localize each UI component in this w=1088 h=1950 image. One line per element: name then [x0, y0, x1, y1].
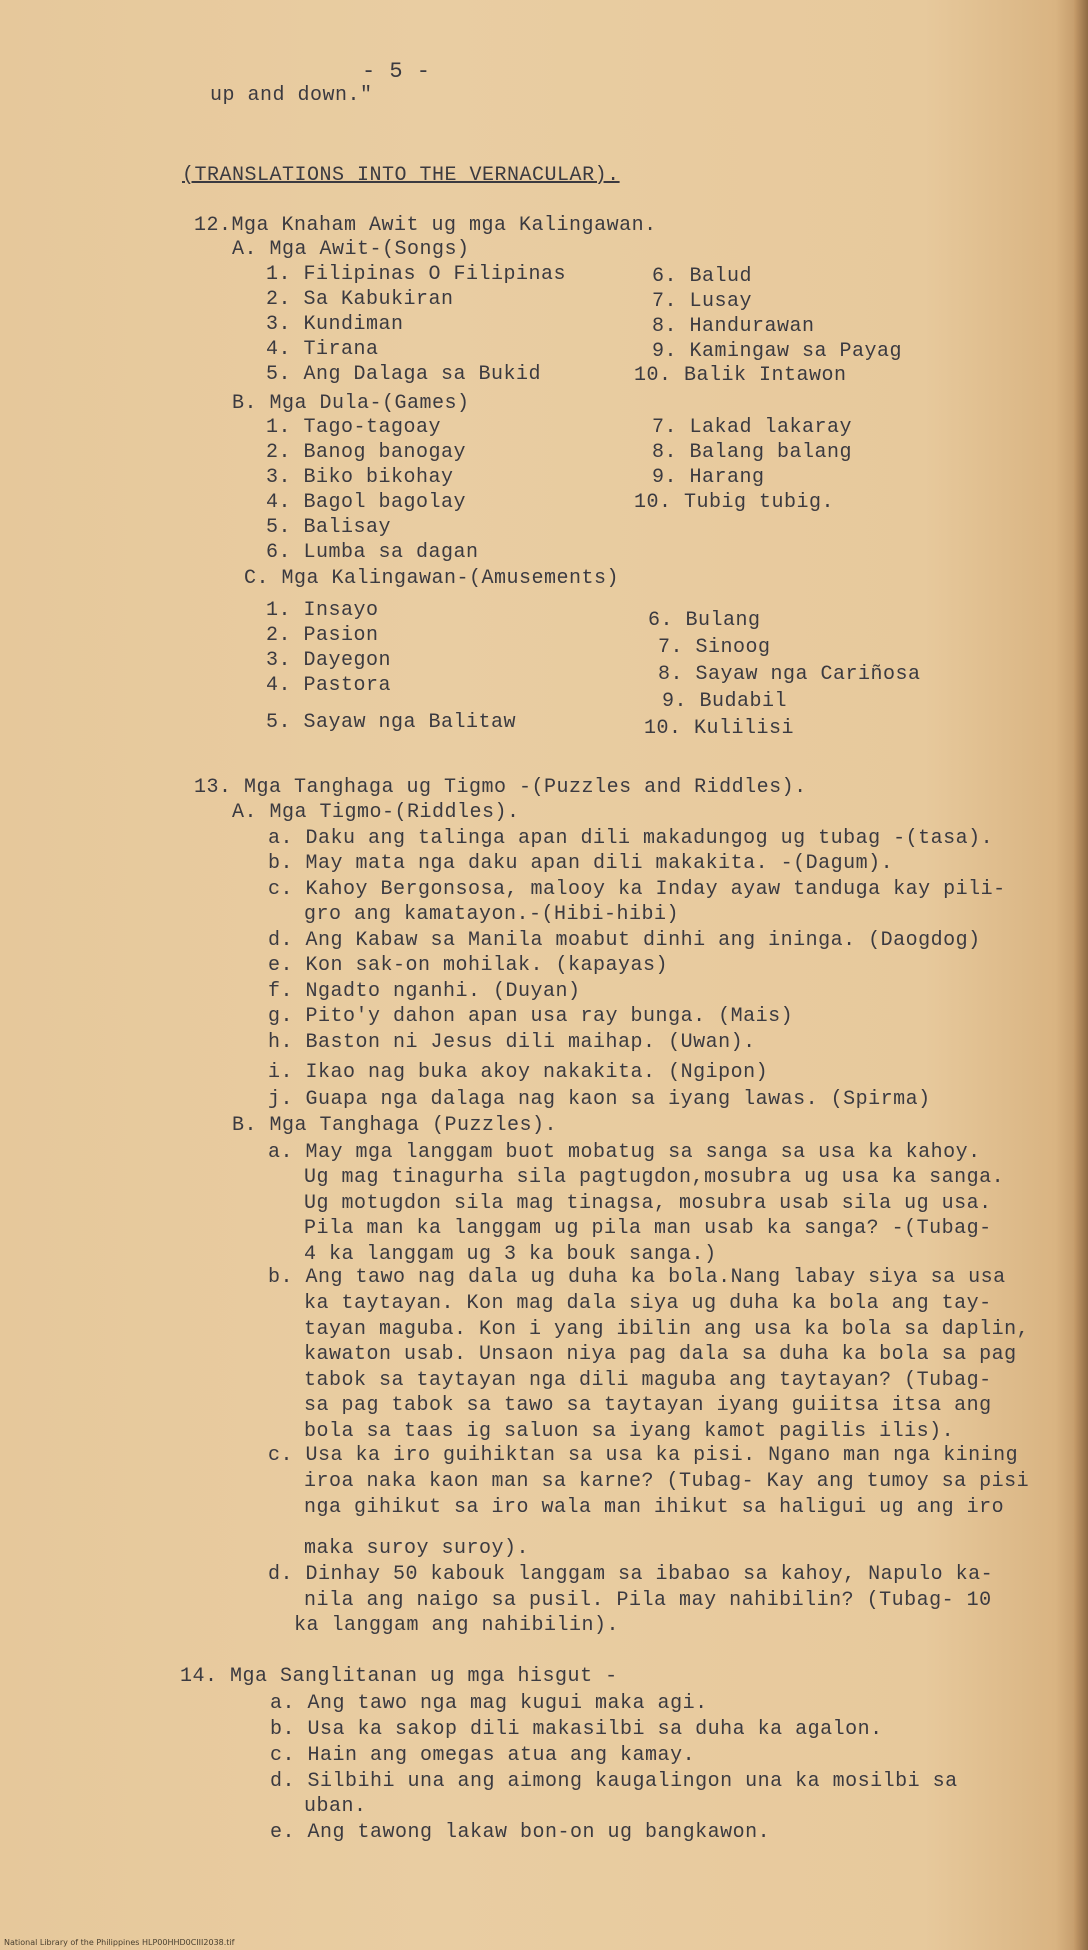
section-14-title: 14. Mga Sanglitanan ug mga hisgut -	[180, 1665, 618, 1688]
puzzle-line: maka suroy suroy).	[304, 1537, 530, 1560]
saying-line: b. Usa ka sakop dili makasilbi sa duha ka agalon.	[270, 1718, 883, 1741]
amusement-item: 4. Pastora	[266, 674, 392, 697]
puzzle-line: nga gihikut sa iro wala man ihikut sa haligui ug ang iro	[304, 1496, 1005, 1519]
puzzle-line: Pila man ka langgam ug pila man usab ka sanga? -(Tubag-	[304, 1217, 992, 1240]
saying-line: e. Ang tawong lakaw bon-on ug bangkawon.	[270, 1821, 771, 1844]
puzzle-line: ka taytayan. Kon mag dala siya ug duha ka bola ang tay-	[304, 1292, 992, 1315]
game-item: 10. Tubig tubig.	[634, 491, 835, 514]
puzzle-line: b. Ang tawo nag dala ug duha ka bola.Nang labay siya sa usa	[268, 1266, 1006, 1289]
amusement-item: 6. Bulang	[648, 609, 761, 632]
game-item: 2. Banog banogay	[266, 441, 467, 464]
amusement-item: 3. Dayegon	[266, 649, 392, 672]
puzzles-subtitle: B. Mga Tanghaga (Puzzles).	[232, 1114, 558, 1137]
song-item: 10. Balik Intawon	[634, 364, 847, 387]
game-item: 4. Bagol bagolay	[266, 491, 467, 514]
puzzle-line: iroa naka kaon man sa karne? (Tubag- Kay ang tumoy sa pisi	[304, 1470, 1030, 1493]
puzzle-line: bola sa taas ig saluon sa iyang kamot pagilis ilis).	[304, 1420, 955, 1443]
amusements-subtitle: C. Mga Kalingawan-(Amusements)	[244, 567, 620, 590]
game-item: 5. Balisay	[266, 516, 392, 539]
song-item: 8. Handurawan	[652, 315, 815, 338]
song-item: 1. Filipinas O Filipinas	[266, 263, 567, 286]
page-edge	[1074, 0, 1088, 1950]
riddle-line: b. May mata nga daku apan dili makakita. -(Dagum).	[268, 852, 894, 875]
song-item: 4. Tirana	[266, 338, 379, 361]
riddle-line: i. Ikao nag buka akoy nakakita. (Ngipon)	[268, 1061, 769, 1084]
game-item: 3. Biko bikohay	[266, 466, 454, 489]
riddle-line: d. Ang Kabaw sa Manila moabut dinhi ang ininga. (Daogdog)	[268, 929, 981, 952]
song-item: 5. Ang Dalaga sa Bukid	[266, 363, 542, 386]
section-heading: (TRANSLATIONS INTO THE VERNACULAR).	[182, 164, 620, 187]
section-13-title: 13. Mga Tanghaga ug Tigmo -(Puzzles and Riddles).	[194, 776, 807, 799]
amusement-item: 7. Sinoog	[658, 636, 771, 659]
opening-line: up and down."	[210, 84, 373, 107]
riddle-line: e. Kon sak-on mohilak. (kapayas)	[268, 954, 669, 977]
saying-line: a. Ang tawo nga mag kugui maka agi.	[270, 1692, 708, 1715]
riddle-line: h. Baston ni Jesus dili maihap. (Uwan).	[268, 1031, 756, 1054]
riddle-line: c. Kahoy Bergonsosa, malooy ka Inday ayaw tanduga kay pili-	[268, 878, 1006, 901]
saying-line: c. Hain ang omegas atua ang kamay.	[270, 1744, 696, 1767]
amusement-item: 10. Kulilisi	[644, 717, 795, 740]
saying-line: uban.	[304, 1795, 367, 1818]
riddle-line: a. Daku ang talinga apan dili makadungog ug tubag -(tasa).	[268, 827, 994, 850]
song-item: 3. Kundiman	[266, 313, 404, 336]
puzzle-line: d. Dinhay 50 kabouk langgam sa ibabao sa kahoy, Napulo ka-	[268, 1563, 994, 1586]
puzzle-line: Ug motugdon sila mag tinagsa, mosubra usab sila ug usa.	[304, 1192, 992, 1215]
puzzle-line: c. Usa ka iro guihiktan sa usa ka pisi. Ngano man nga kining	[268, 1444, 1019, 1467]
puzzle-line: tayan maguba. Kon i yang ibilin ang usa ka bola sa daplin,	[304, 1318, 1030, 1341]
amusement-item: 8. Sayaw nga Cariñosa	[658, 663, 921, 686]
riddle-line: gro ang kamatayon.-(Hibi-hibi)	[304, 903, 680, 926]
song-item: 2. Sa Kabukiran	[266, 288, 454, 311]
games-subtitle: B. Mga Dula-(Games)	[232, 392, 470, 415]
puzzle-line: kawaton usab. Unsaon niya pag dala sa duha ka bola sa pag	[304, 1343, 1017, 1366]
amusement-item: 5. Sayaw nga Balitaw	[266, 711, 517, 734]
puzzle-line: a. May mga langgam buot mobatug sa sanga sa usa ka kahoy.	[268, 1141, 981, 1164]
riddle-line: j. Guapa nga dalaga nag kaon sa iyang lawas. (Spirma)	[268, 1088, 931, 1111]
game-item: 8. Balang balang	[652, 441, 853, 464]
riddle-line: g. Pito'y dahon apan usa ray bunga. (Mais)	[268, 1005, 794, 1028]
game-item: 7. Lakad lakaray	[652, 416, 853, 439]
amusement-item: 1. Insayo	[266, 599, 379, 622]
saying-line: d. Silbihi una ang aimong kaugalingon una ka mosilbi sa	[270, 1770, 958, 1793]
song-item: 7. Lusay	[652, 290, 753, 313]
puzzle-line: sa pag tabok sa tawo sa taytayan iyang guiitsa itsa ang	[304, 1394, 992, 1417]
song-item: 9. Kamingaw sa Payag	[652, 340, 903, 363]
puzzle-line: nila ang naigo sa pusil. Pila may nahibilin? (Tubag- 10	[304, 1589, 992, 1612]
section-12-title: 12.Mga Knaham Awit ug mga Kalingawan.	[194, 214, 657, 237]
amusement-item: 2. Pasion	[266, 624, 379, 647]
archive-footer: National Library of the Philippines HLP00HHD0CIII2038.tif	[4, 1938, 235, 1947]
game-item: 9. Harang	[652, 466, 765, 489]
puzzle-line: ka langgam ang nahibilin).	[294, 1614, 620, 1637]
song-item: 6. Balud	[652, 265, 753, 288]
game-item: 1. Tago-tagoay	[266, 416, 442, 439]
game-item: 6. Lumba sa dagan	[266, 541, 479, 564]
puzzle-line: tabok sa taytayan nga dili maguba ang taytayan? (Tubag-	[304, 1369, 992, 1392]
amusement-item: 9. Budabil	[662, 690, 788, 713]
riddles-subtitle: A. Mga Tigmo-(Riddles).	[232, 801, 520, 824]
page-number: - 5 -	[362, 59, 431, 84]
songs-subtitle: A. Mga Awit-(Songs)	[232, 238, 470, 261]
riddle-line: f. Ngadto nganhi. (Duyan)	[268, 980, 581, 1003]
puzzle-line: Ug mag tinagurha sila pagtugdon,mosubra ug usa ka sanga.	[304, 1166, 1005, 1189]
puzzle-line: 4 ka langgam ug 3 ka bouk sanga.)	[304, 1243, 717, 1266]
